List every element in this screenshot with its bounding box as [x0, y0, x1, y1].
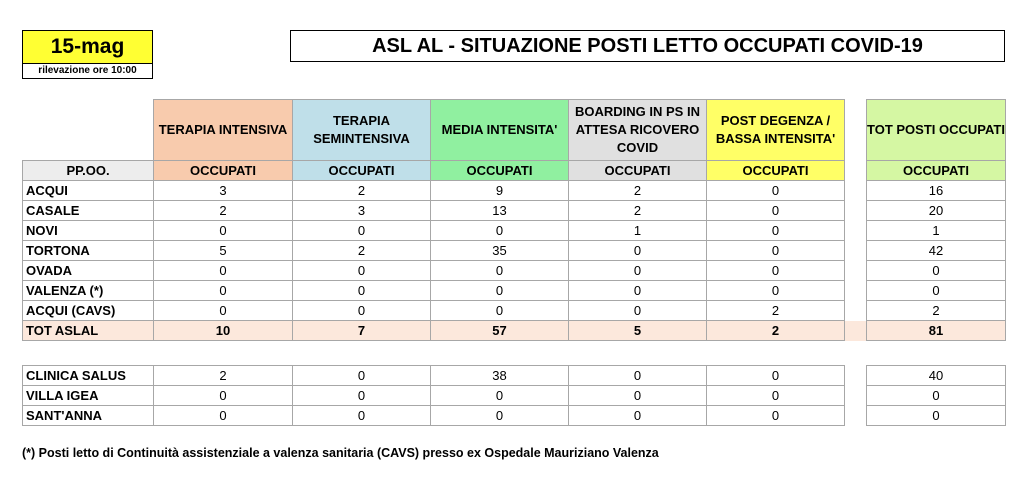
value-cell: 0 — [154, 261, 293, 281]
facility-name: NOVI — [23, 221, 154, 241]
sub-occupati: OCCUPATI — [707, 161, 845, 181]
facility-name: ACQUI (CAVS) — [23, 301, 154, 321]
total-value-cell: 81 — [867, 321, 1006, 341]
value-cell: 0 — [707, 221, 845, 241]
value-cell: 0 — [707, 201, 845, 221]
value-cell: 0 — [569, 366, 707, 386]
total-value-cell: 16 — [867, 181, 1006, 201]
value-cell: 3 — [154, 181, 293, 201]
value-cell: 3 — [293, 201, 431, 221]
col-terapia-semintensiva: TERAPIA SEMINTENSIVA — [293, 100, 431, 161]
gap-cell — [845, 366, 867, 386]
gap-cell — [845, 386, 867, 406]
value-cell: 10 — [154, 321, 293, 341]
facility-name: VALENZA (*) — [23, 281, 154, 301]
gap-cell — [845, 281, 867, 301]
value-cell: 57 — [431, 321, 569, 341]
sub-occupati: OCCUPATI — [293, 161, 431, 181]
facility-name: VILLA IGEA — [23, 386, 154, 406]
value-cell: 0 — [569, 301, 707, 321]
gap-cell — [845, 201, 867, 221]
value-cell: 0 — [154, 281, 293, 301]
table-row — [23, 201, 1006, 221]
facility-name: CLINICA SALUS — [23, 366, 154, 386]
sub-occupati: OCCUPATI — [569, 161, 707, 181]
value-cell: 0 — [707, 406, 845, 426]
value-cell: 2 — [707, 321, 845, 341]
value-cell: 0 — [431, 406, 569, 426]
value-cell: 0 — [431, 261, 569, 281]
private-facilities-table — [22, 365, 1006, 426]
facility-name: OVADA — [23, 261, 154, 281]
col-post-degenza: POST DEGENZA / BASSA INTENSITA' — [707, 100, 845, 161]
subheader-row — [23, 161, 1006, 181]
facility-name: TORTONA — [23, 241, 154, 261]
value-cell: 2 — [154, 366, 293, 386]
value-cell: 0 — [707, 386, 845, 406]
table-row — [23, 366, 1006, 386]
value-cell: 0 — [707, 241, 845, 261]
value-cell: 0 — [569, 261, 707, 281]
table-row — [23, 261, 1006, 281]
col-boarding: BOARDING IN PS IN ATTESA RICOVERO COVID — [569, 100, 707, 161]
page-title: ASL AL - SITUAZIONE POSTI LETTO OCCUPATI COVID-19 — [290, 30, 1005, 62]
col-tot-posti: TOT POSTI OCCUPATI — [867, 100, 1006, 161]
value-cell: 0 — [293, 386, 431, 406]
gap-cell — [845, 221, 867, 241]
date-label: 15-mag — [22, 30, 153, 64]
value-cell: 2 — [293, 181, 431, 201]
total-value-cell: 0 — [867, 261, 1006, 281]
value-cell: 0 — [569, 406, 707, 426]
table-row — [23, 386, 1006, 406]
value-cell: 2 — [154, 201, 293, 221]
table-row — [23, 406, 1006, 426]
total-value-cell: 0 — [867, 406, 1006, 426]
table-row — [23, 301, 1006, 321]
value-cell: 5 — [154, 241, 293, 261]
value-cell: 2 — [707, 301, 845, 321]
table-row — [23, 241, 1006, 261]
sub-occupati: OCCUPATI — [867, 161, 1006, 181]
value-cell: 0 — [707, 366, 845, 386]
table-row — [23, 181, 1006, 201]
value-cell: 0 — [431, 386, 569, 406]
value-cell: 35 — [431, 241, 569, 261]
gap-cell — [845, 261, 867, 281]
gap-cell — [845, 161, 867, 181]
value-cell: 0 — [293, 366, 431, 386]
facility-name: ACQUI — [23, 181, 154, 201]
value-cell: 7 — [293, 321, 431, 341]
occupancy-table — [22, 99, 1006, 341]
facility-name: TOT ASLAL — [23, 321, 154, 341]
value-cell: 2 — [293, 241, 431, 261]
value-cell: 0 — [293, 406, 431, 426]
gap-cell — [845, 181, 867, 201]
value-cell: 0 — [154, 406, 293, 426]
value-cell: 0 — [569, 386, 707, 406]
total-value-cell: 0 — [867, 386, 1006, 406]
value-cell: 0 — [293, 221, 431, 241]
sub-occupati: OCCUPATI — [154, 161, 293, 181]
value-cell: 5 — [569, 321, 707, 341]
footnote: (*) Posti letto di Continuità assistenziale a valenza sanitaria (CAVS) presso ex Ospedale Mauriziano Valenza — [22, 446, 659, 460]
total-row — [23, 321, 1006, 341]
header-blank — [23, 100, 154, 161]
col-facility: PP.OO. — [23, 161, 154, 181]
col-media-intensita: MEDIA INTENSITA' — [431, 100, 569, 161]
value-cell: 0 — [154, 221, 293, 241]
total-value-cell: 20 — [867, 201, 1006, 221]
facility-name: CASALE — [23, 201, 154, 221]
value-cell: 2 — [569, 201, 707, 221]
value-cell: 0 — [293, 261, 431, 281]
gap-cell — [845, 301, 867, 321]
facility-name: SANT'ANNA — [23, 406, 154, 426]
total-value-cell: 40 — [867, 366, 1006, 386]
table-row — [23, 221, 1006, 241]
value-cell: 38 — [431, 366, 569, 386]
value-cell: 13 — [431, 201, 569, 221]
table-row — [23, 281, 1006, 301]
header-row — [23, 100, 1006, 161]
survey-time-label: rilevazione ore 10:00 — [22, 63, 153, 79]
total-value-cell: 42 — [867, 241, 1006, 261]
gap-cell — [845, 321, 867, 341]
value-cell: 2 — [569, 181, 707, 201]
value-cell: 0 — [431, 301, 569, 321]
value-cell: 0 — [707, 261, 845, 281]
value-cell: 0 — [293, 281, 431, 301]
total-value-cell: 2 — [867, 301, 1006, 321]
value-cell: 0 — [707, 181, 845, 201]
value-cell: 1 — [569, 221, 707, 241]
total-value-cell: 1 — [867, 221, 1006, 241]
sub-occupati: OCCUPATI — [431, 161, 569, 181]
col-terapia-intensiva: TERAPIA INTENSIVA — [154, 100, 293, 161]
value-cell: 0 — [707, 281, 845, 301]
value-cell: 0 — [431, 281, 569, 301]
total-value-cell: 0 — [867, 281, 1006, 301]
value-cell: 9 — [431, 181, 569, 201]
gap-cell — [845, 241, 867, 261]
value-cell: 0 — [154, 386, 293, 406]
value-cell: 0 — [569, 281, 707, 301]
value-cell: 0 — [569, 241, 707, 261]
value-cell: 0 — [293, 301, 431, 321]
value-cell: 0 — [431, 221, 569, 241]
gap-cell — [845, 406, 867, 426]
value-cell: 0 — [154, 301, 293, 321]
gap-cell — [845, 100, 867, 161]
